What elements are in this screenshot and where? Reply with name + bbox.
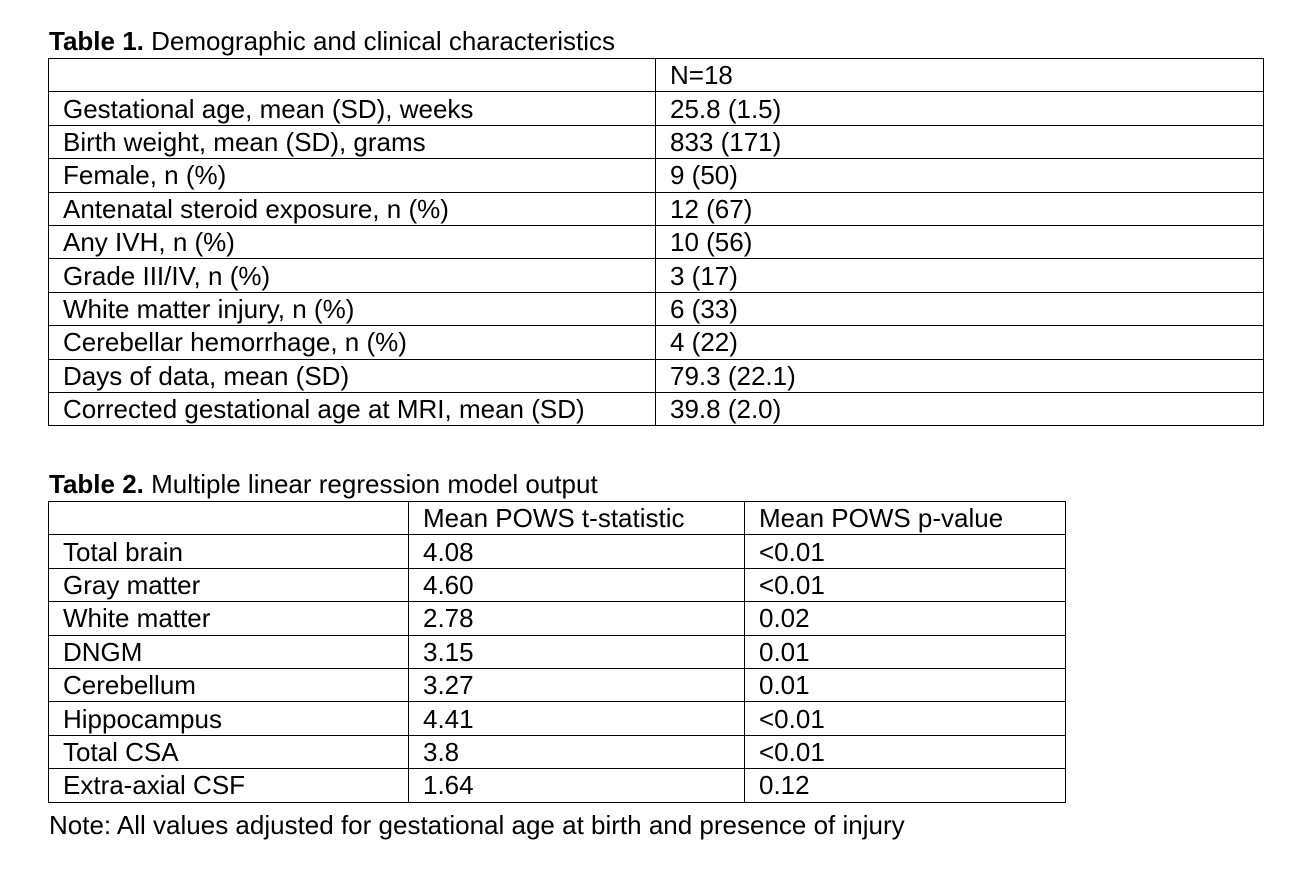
table-row — [49, 225, 1264, 258]
table1-caption-label: Table 1. — [49, 26, 144, 56]
row-label: Hippocampus — [49, 702, 409, 735]
row-label: White matter injury, n (%) — [49, 292, 656, 325]
table-row — [49, 535, 1066, 568]
table-row — [49, 392, 1264, 425]
row-value: 12 (67) — [656, 192, 1264, 225]
row-value: 79.3 (22.1) — [656, 359, 1264, 392]
table1-caption-text: Demographic and clinical characteristics — [143, 26, 615, 56]
table-note: Note: All values adjusted for gestational age at birth and presence of injury — [49, 810, 905, 840]
row-value: 833 (171) — [656, 125, 1264, 158]
table2-caption — [49, 470, 598, 498]
table-header-row — [49, 502, 1066, 535]
row-label: Female, n (%) — [49, 159, 656, 192]
table-row — [49, 92, 1264, 125]
t-statistic-cell: 3.27 — [409, 668, 745, 701]
row-label: Grade III/IV, n (%) — [49, 259, 656, 292]
header-cell: N=18 — [656, 59, 1264, 92]
table-row — [49, 702, 1066, 735]
table2-caption-text: Multiple linear regression model output — [143, 469, 598, 499]
table-row — [49, 668, 1066, 701]
table-row — [49, 159, 1264, 192]
row-label: Extra-axial CSF — [49, 769, 409, 802]
demographics-table — [48, 58, 1264, 426]
row-label: Cerebellum — [49, 668, 409, 701]
t-statistic-cell: 1.64 — [409, 769, 745, 802]
table-header-row — [49, 59, 1264, 92]
p-value-cell: 0.01 — [745, 635, 1066, 668]
p-value-cell: 0.02 — [745, 602, 1066, 635]
row-value: 25.8 (1.5) — [656, 92, 1264, 125]
t-statistic-cell: 3.15 — [409, 635, 745, 668]
row-label: Corrected gestational age at MRI, mean (SD) — [49, 392, 656, 425]
row-label: Gray matter — [49, 568, 409, 601]
row-label: White matter — [49, 602, 409, 635]
header-cell — [49, 502, 409, 535]
table-row — [49, 292, 1264, 325]
row-value: 4 (22) — [656, 326, 1264, 359]
regression-table — [48, 501, 1066, 803]
table1-caption — [49, 27, 615, 55]
table2-caption-label: Table 2. — [49, 469, 144, 499]
table-row — [49, 125, 1264, 158]
header-cell: Mean POWS p-value — [745, 502, 1066, 535]
p-value-cell: 0.12 — [745, 769, 1066, 802]
table-row — [49, 326, 1264, 359]
p-value-cell: <0.01 — [745, 702, 1066, 735]
row-value: 6 (33) — [656, 292, 1264, 325]
row-label: Antenatal steroid exposure, n (%) — [49, 192, 656, 225]
row-label: Gestational age, mean (SD), weeks — [49, 92, 656, 125]
row-label: Cerebellar hemorrhage, n (%) — [49, 326, 656, 359]
header-cell: Mean POWS t-statistic — [409, 502, 745, 535]
p-value-cell: <0.01 — [745, 735, 1066, 768]
table-row — [49, 359, 1264, 392]
row-value: 39.8 (2.0) — [656, 392, 1264, 425]
table-row — [49, 259, 1264, 292]
table-row — [49, 192, 1264, 225]
table-row — [49, 602, 1066, 635]
row-value: 3 (17) — [656, 259, 1264, 292]
table-row — [49, 769, 1066, 802]
t-statistic-cell: 3.8 — [409, 735, 745, 768]
row-label: Any IVH, n (%) — [49, 225, 656, 258]
p-value-cell: <0.01 — [745, 535, 1066, 568]
table-row — [49, 635, 1066, 668]
t-statistic-cell: 2.78 — [409, 602, 745, 635]
row-label: Days of data, mean (SD) — [49, 359, 656, 392]
header-cell — [49, 59, 656, 92]
row-label: Birth weight, mean (SD), grams — [49, 125, 656, 158]
t-statistic-cell: 4.08 — [409, 535, 745, 568]
t-statistic-cell: 4.41 — [409, 702, 745, 735]
p-value-cell: <0.01 — [745, 568, 1066, 601]
row-value: 9 (50) — [656, 159, 1264, 192]
p-value-cell: 0.01 — [745, 668, 1066, 701]
row-value: 10 (56) — [656, 225, 1264, 258]
row-label: Total CSA — [49, 735, 409, 768]
table-row — [49, 735, 1066, 768]
row-label: DNGM — [49, 635, 409, 668]
row-label: Total brain — [49, 535, 409, 568]
t-statistic-cell: 4.60 — [409, 568, 745, 601]
table-row — [49, 568, 1066, 601]
